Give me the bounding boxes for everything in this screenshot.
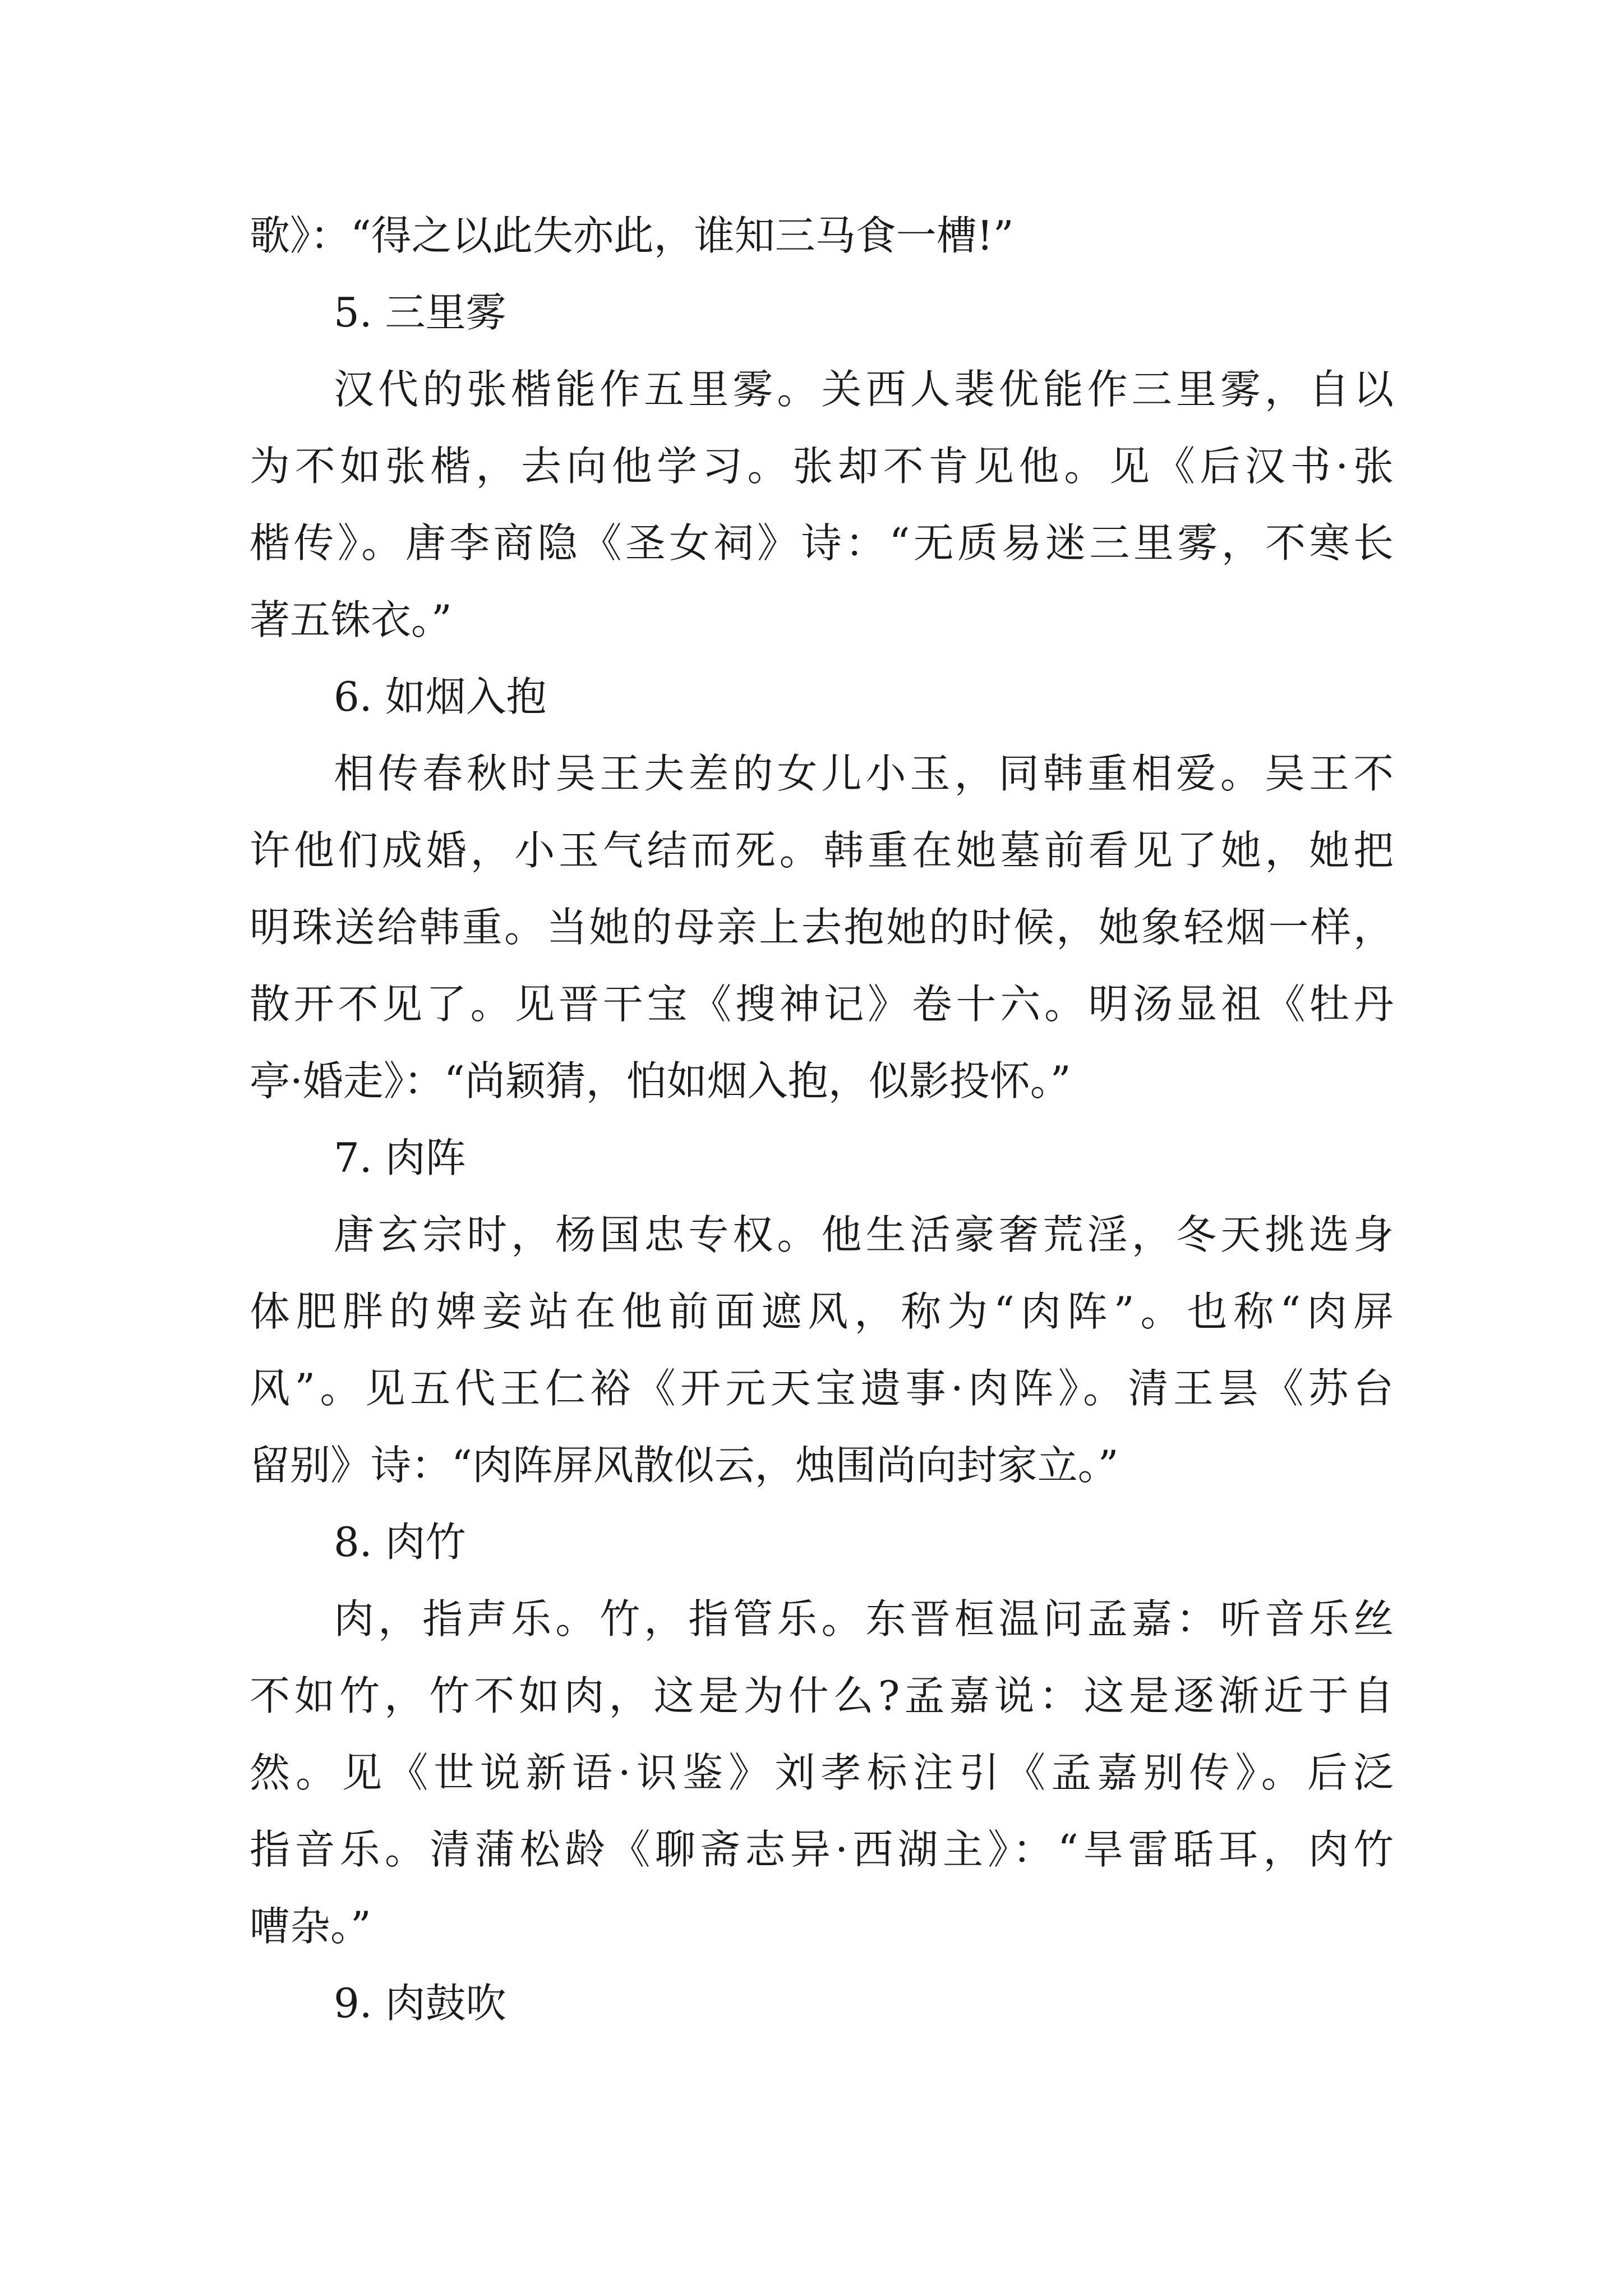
text-line: 体肥胖的婢妾站在他前面遮风，称为“肉阵”。也称“肉屏 [250,1288,1394,1335]
heading-6: 6. 如烟入抱 [334,673,547,720]
paragraph-8 [250,1581,1394,1965]
text-line: 许他们成婚，小玉气结而死。韩重在她墓前看见了她，她把 [250,827,1394,874]
text-line: 不如竹，竹不如肉，这是为什么?孟嘉说：这是逐渐近于自 [250,1672,1394,1719]
text-line: 歌》：“得之以此失亦此，谁知三马食一槽!” [250,212,1014,259]
heading-9: 9. 肉鼓吹 [334,1980,506,2027]
text-line: 汉代的张楷能作五里雾。关西人裴优能作三里雾，自以 [334,366,1394,413]
paragraph-7 [250,1197,1394,1504]
document-page [250,197,1394,2042]
text-line: 亭·婚走》：“尚颖猜，怕如烟入抱，似影投怀。” [250,1057,1071,1105]
text-line: 然。见《世说新语·识鉴》刘孝标注引《孟嘉别传》。后泛 [250,1749,1394,1796]
text-line: 明珠送给韩重。当她的母亲上去抱她的时候，她象轻烟一样， [250,904,1394,951]
text-line: 唐玄宗时，杨国忠专权。他生活豪奢荒淫，冬天挑选身 [334,1211,1394,1258]
heading-5: 5. 三里雾 [334,289,506,336]
text-line: 嘈杂。” [250,1903,371,1950]
text-line: 肉，指声乐。竹，指管乐。东晋桓温问孟嘉：听音乐丝 [334,1595,1394,1642]
text-line: 楷传》。唐李商隐《圣女祠》诗：“无质易迷三里雾，不寒长 [250,519,1394,567]
paragraph-6 [250,735,1394,1120]
paragraph-continuation [250,197,1394,274]
text-line: 散开不见了。见晋干宝《搜神记》卷十六。明汤显祖《牡丹 [250,981,1394,1028]
text-line: 留别》诗：“肉阵屏风散似云，烛围尚向封家立。” [250,1442,1119,1489]
paragraph-5 [250,351,1394,659]
text-line: 风”。见五代王仁裕《开元天宝遗事·肉阵》。清王昙《苏台 [250,1365,1394,1412]
heading-7: 7. 肉阵 [334,1134,466,1181]
text-line: 为不如张楷，去向他学习。张却不肯见他。见《后汉书·张 [250,443,1394,490]
text-line: 著五铢衣。” [250,596,452,643]
text-line: 指音乐。清蒲松龄《聊斋志异·西湖主》：“旱雷聒耳，肉竹 [250,1826,1394,1873]
heading-8: 8. 肉竹 [334,1519,466,1566]
text-line: 相传春秋时吴王夫差的女儿小玉，同韩重相爱。吴王不 [334,750,1394,797]
